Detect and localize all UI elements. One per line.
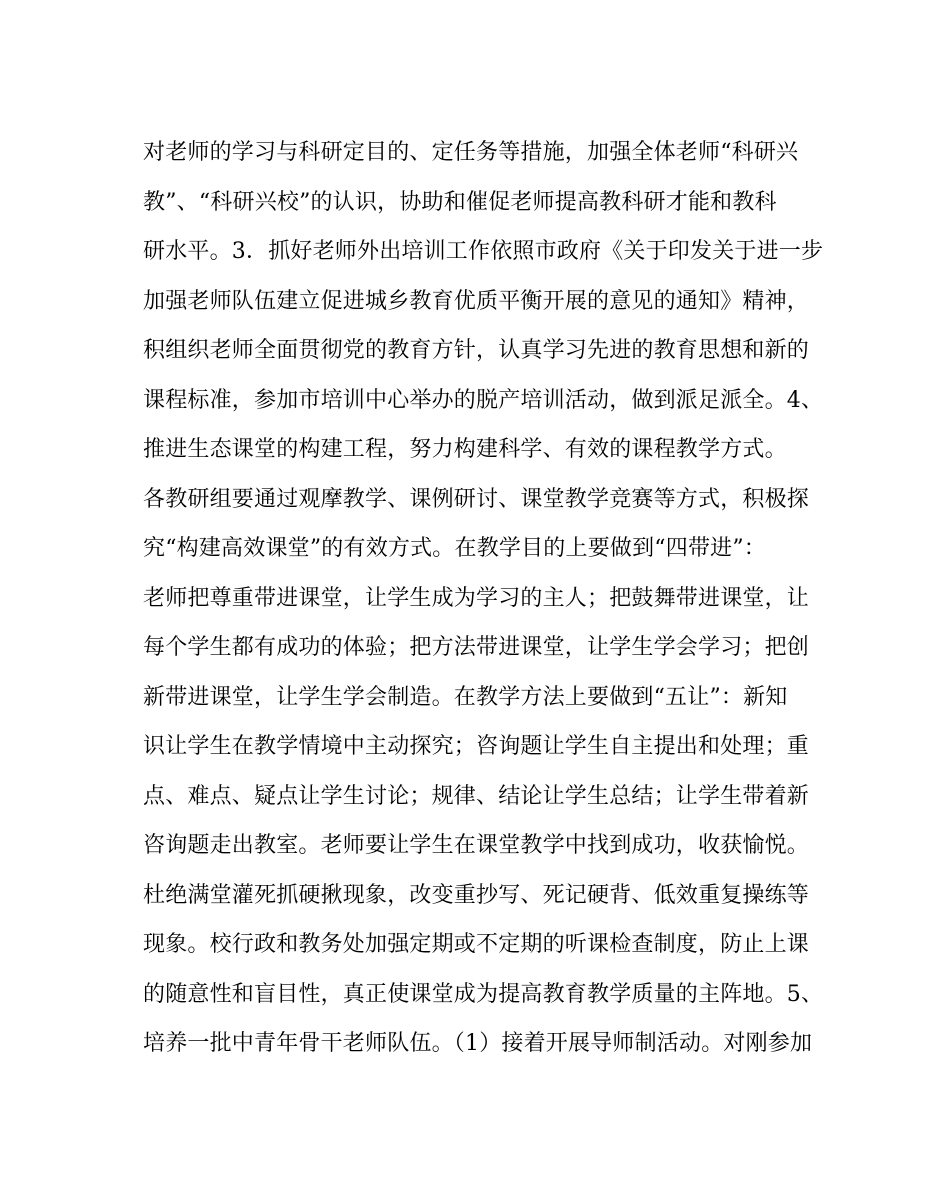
text-line-9: 究“构建高效课堂”的有效方式。在教学目的上要做到“四带进”： bbox=[143, 536, 766, 561]
text-line-19: 培养一批中青年骨干老师队伍。（1）接着开展导师制活动。对刚参加 bbox=[143, 1031, 813, 1056]
text-line-16: 杜绝满堂灌死抓硬揪现象，改变重抄写、死记硬背、低效重复操练等 bbox=[143, 882, 810, 908]
text-line-11: 每个学生都有成功的体验；把方法带进课堂，让学生学会学习；把创 bbox=[143, 635, 810, 660]
text-line-3: 研水平。3．抓好老师外出培训工作依照市政府《关于印发关于进一步 bbox=[143, 239, 824, 264]
text-line-10: 老师把尊重带进课堂，让学生成为学习的主人；把鼓舞带进课堂，让 bbox=[143, 585, 810, 611]
text-line-4: 加强老师队伍建立促进城乡教育优质平衡开展的意见的通知》精神， bbox=[143, 288, 810, 314]
text-line-15: 咨询题走出教室。老师要让学生在课堂教学中找到成功，收获愉悦。 bbox=[143, 833, 810, 858]
text-line-5: 积组织老师全面贯彻党的教育方针，认真学习先进的教育思想和新的 bbox=[143, 338, 810, 363]
text-line-14: 点、难点、疑点让学生讨论；规律、结论让学生总结；让学生带着新 bbox=[143, 783, 810, 809]
text-line-2: 教”、“科研兴校”的认识，协助和催促老师提高教科研才能和教科 bbox=[143, 189, 777, 215]
text-line-12: 新带进课堂，让学生学会制造。在教学方法上要做到“五让”：新知 bbox=[143, 684, 788, 710]
text-line-6: 课程标准，参加市培训中心举办的脱产培训活动，做到派足派全。4、 bbox=[143, 387, 824, 413]
text-line-18: 的随意性和盲目性，真正使课堂成为提高教育教学质量的主阵地。5、 bbox=[143, 981, 824, 1007]
text-line-17: 现象。校行政和教务处加强定期或不定期的听课检查制度，防止上课 bbox=[143, 932, 810, 957]
text-line-8: 各教研组要通过观摩教学、课例研讨、课堂教学竞赛等方式，积极探 bbox=[143, 486, 810, 512]
body-text bbox=[143, 128, 823, 1069]
text-line-1: 对老师的学习与科研定目的、定任务等措施，加强全体老师“科研兴 bbox=[143, 140, 799, 165]
text-line-13: 识让学生在教学情境中主动探究；咨询题让学生自主提出和处理；重 bbox=[143, 734, 810, 759]
text-line-7: 推进生态课堂的构建工程，努力构建科学、有效的课程教学方式。 bbox=[143, 437, 787, 462]
